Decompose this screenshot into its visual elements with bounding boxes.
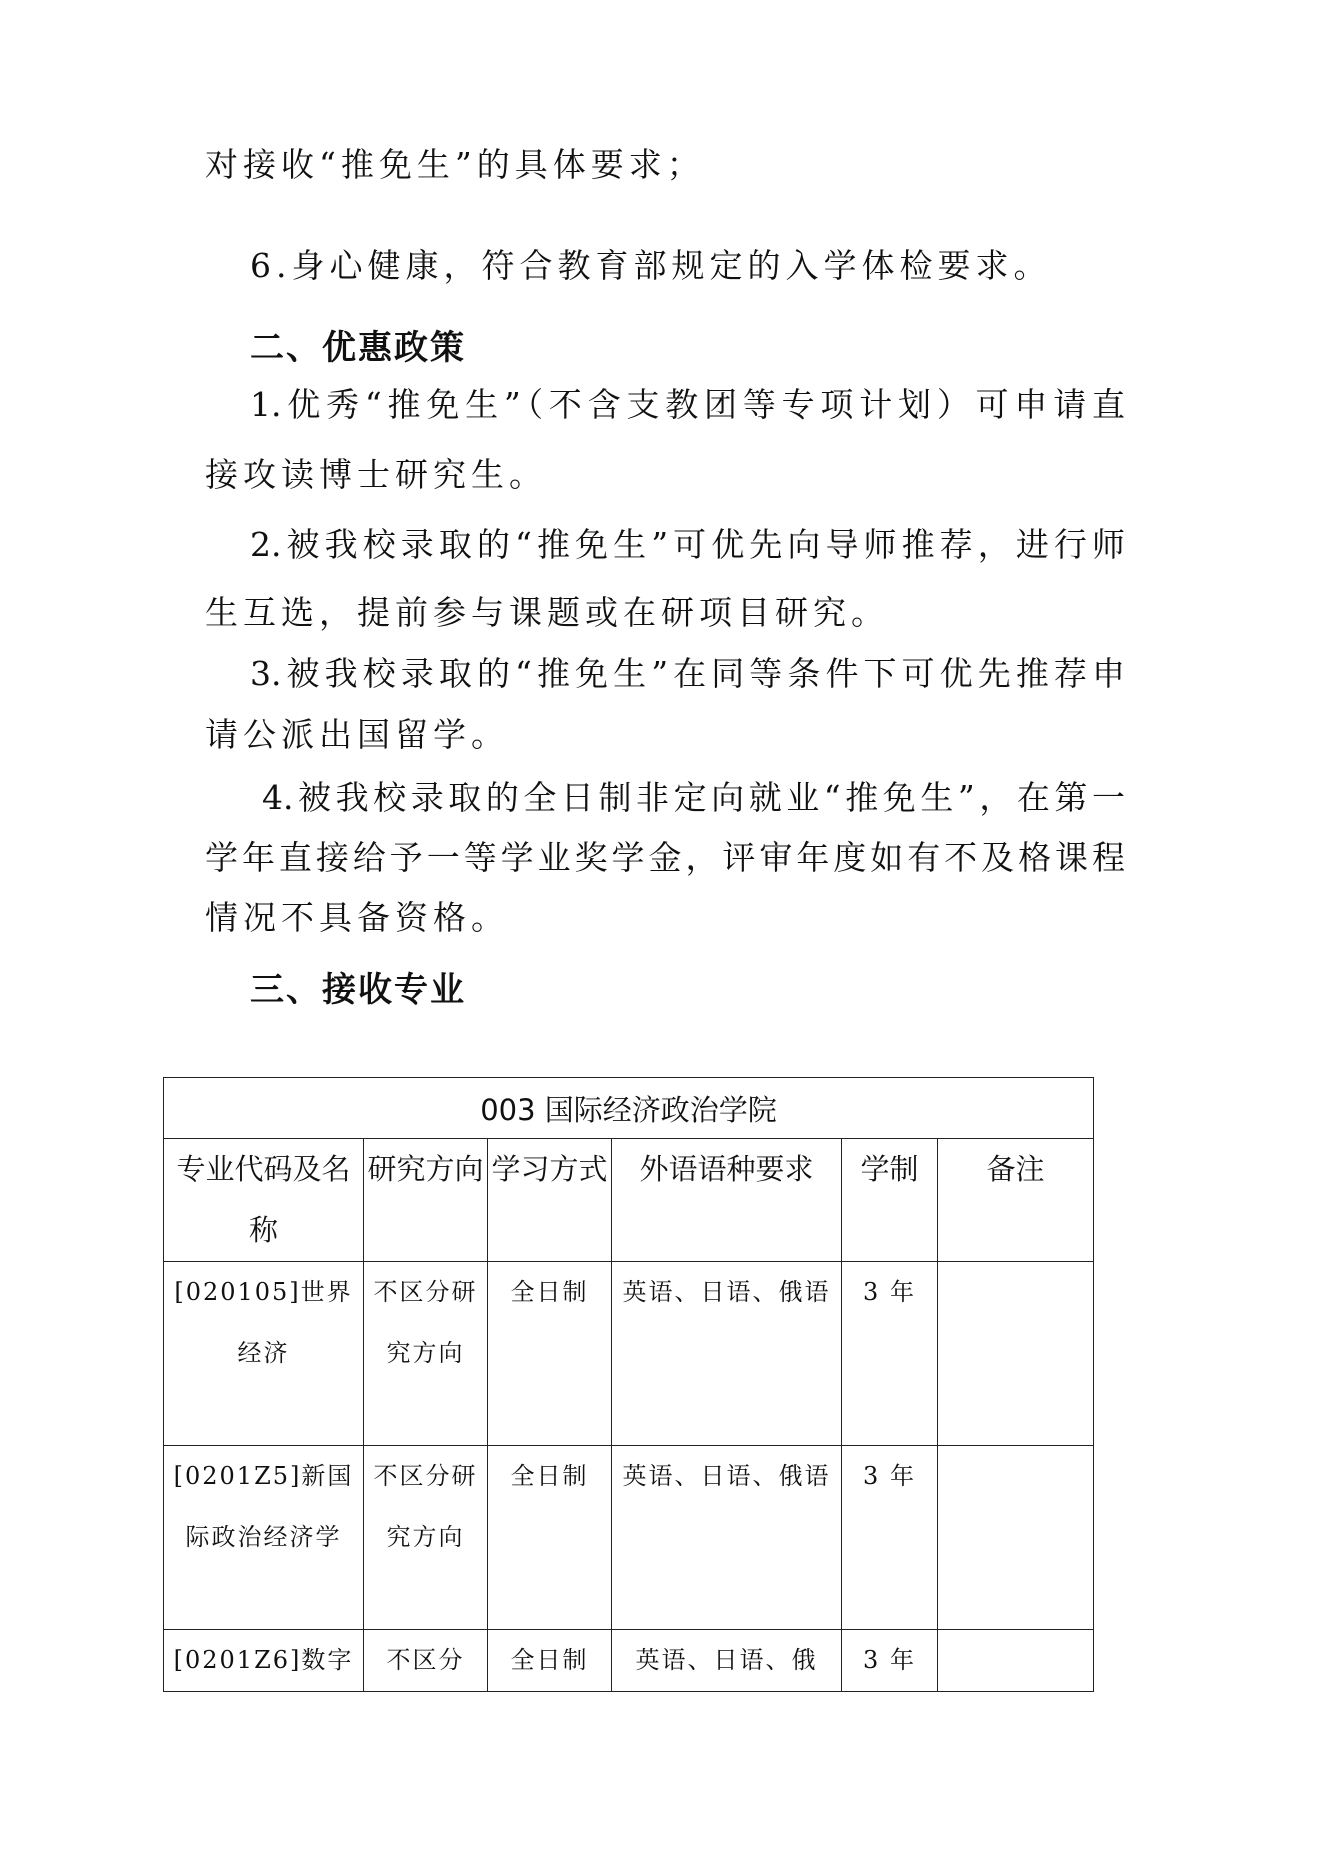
- header-cell: 研究方向: [364, 1139, 488, 1262]
- section-heading: 二、优惠政策: [250, 328, 466, 368]
- paragraph-line: 3.被我校录取的“推免生”在同等条件下可优先推荐申: [250, 654, 1125, 693]
- table-cell: 全日制: [488, 1446, 612, 1630]
- table-cell: [938, 1446, 1094, 1630]
- section-heading: 三、接收专业: [250, 970, 466, 1010]
- table-row: [164, 1262, 1094, 1446]
- table-cell: 全日制: [488, 1630, 612, 1692]
- table-cell: 英语、日语、俄: [612, 1630, 842, 1692]
- header-cell: 学制: [842, 1139, 938, 1262]
- header-cell: 备注: [938, 1139, 1094, 1262]
- table-cell: 3 年: [842, 1630, 938, 1692]
- paragraph-line: 学年直接给予一等学业奖学金，评审年度如有不及格课程: [205, 838, 1125, 877]
- table-cell: [938, 1262, 1094, 1446]
- paragraph-line: 情况不具备资格。: [205, 898, 509, 937]
- table-cell: [938, 1630, 1094, 1692]
- table-cell: 不区分研究方向: [364, 1446, 488, 1630]
- paragraph-line: 接攻读博士研究生。: [205, 455, 547, 494]
- table-cell: 英语、日语、俄语: [612, 1446, 842, 1630]
- header-cell: 外语语种要求: [612, 1139, 842, 1262]
- table-row: [164, 1446, 1094, 1630]
- table-cell: 英语、日语、俄语: [612, 1262, 842, 1446]
- majors-table: [163, 1077, 1094, 1692]
- paragraph-line: 生互选，提前参与课题或在研项目研究。: [205, 593, 889, 632]
- paragraph-line: 2.被我校录取的“推免生”可优先向导师推荐，进行师: [250, 525, 1125, 564]
- paragraph-line: 4.被我校录取的全日制非定向就业“推免生”，在第一: [262, 778, 1125, 817]
- table-cell: 全日制: [488, 1262, 612, 1446]
- table-cell: 不区分研究方向: [364, 1262, 488, 1446]
- header-cell: 专业代码及名称: [164, 1139, 364, 1262]
- paragraph-line: 6.身心健康，符合教育部规定的入学体检要求。: [250, 246, 1052, 285]
- table-cell: 3 年: [842, 1262, 938, 1446]
- table-cell: 3 年: [842, 1446, 938, 1630]
- paragraph-line: 对接收“推免生”的具体要求；: [205, 145, 705, 184]
- table-header-row: [164, 1139, 1094, 1262]
- table-cell: [0201Z6]数字: [164, 1630, 364, 1692]
- paragraph-line: 请公派出国留学。: [205, 715, 509, 754]
- table-cell: 不区分: [364, 1630, 488, 1692]
- header-cell: 学习方式: [488, 1139, 612, 1262]
- table-cell: [020105]世界经济: [164, 1262, 364, 1446]
- table-cell: [0201Z5]新国际政治经济学: [164, 1446, 364, 1630]
- paragraph-line: 1.优秀“推免生”（不含支教团等专项计划）可申请直: [250, 385, 1125, 424]
- table-row: [164, 1630, 1094, 1692]
- table-caption: 003 国际经济政治学院: [164, 1078, 1094, 1139]
